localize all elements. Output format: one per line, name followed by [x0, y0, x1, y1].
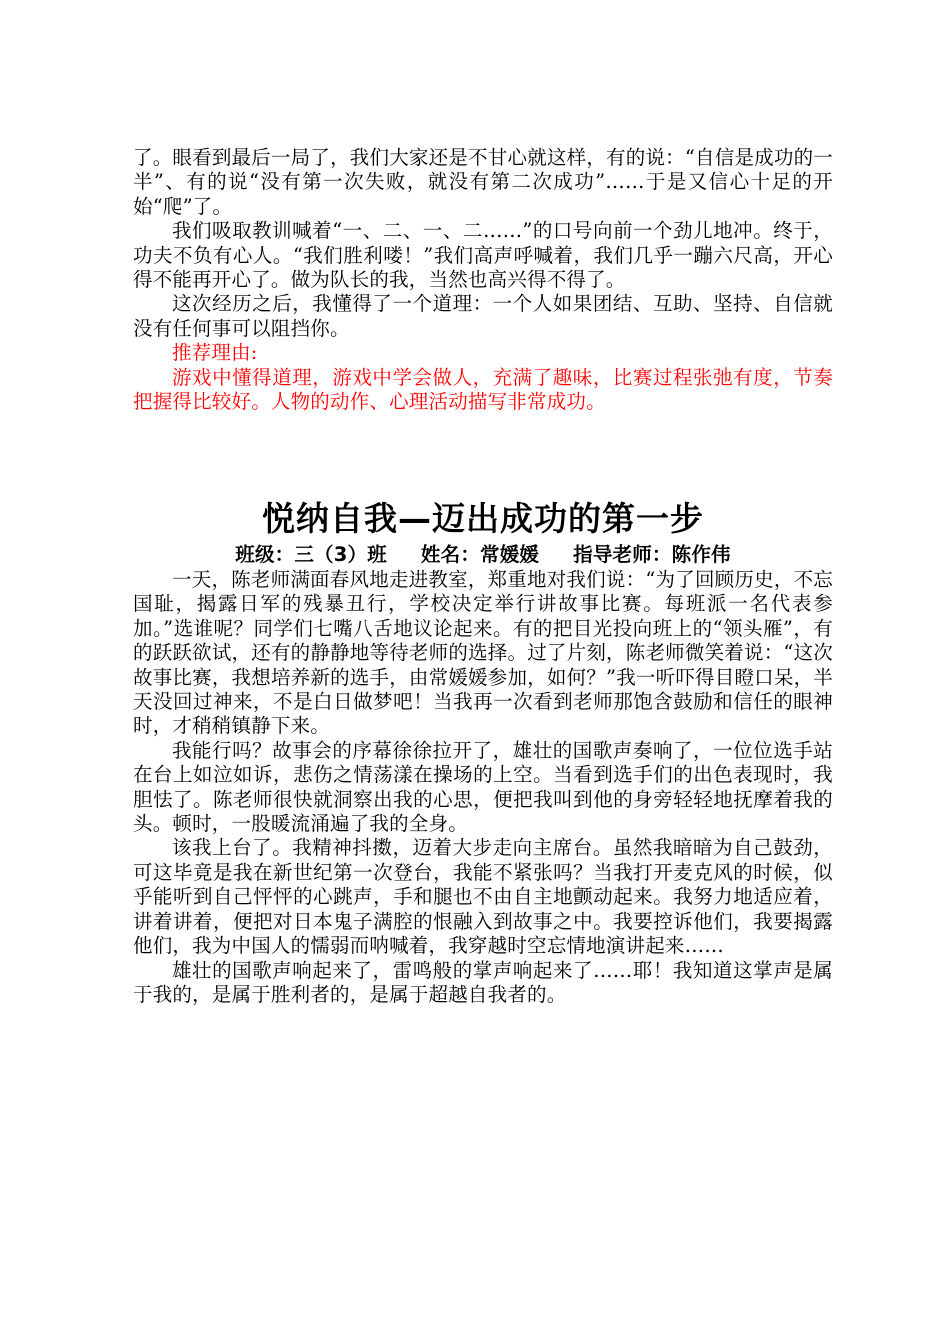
paragraph: 一天，陈老师满面春风地走进教室，郑重地对我们说：“为了回顾历史，不忘国耻，揭露日军的残暴丑行，学校决定举行讲故事比赛。每班派一名代表参加。”选谁呢？同学们七嘴八舌地议论起来。有的把目光投向班上的“领头雁”，有的跃跃欲试，还有的静静地等待老师的选择。过了片刻，陈老师微笑着说：“这次故事比赛，我想培养新的选手，由常媛媛参加，如何？”我一听吓得目瞪口呆，半天没回过神来，不是白日做梦吧！当我再一次看到老师那饱含鼓励和信任的眼神时，才稍稍镇静下来。: [133, 568, 833, 738]
paragraph: 雄壮的国歌声响起来了，雷鸣般的掌声响起来了……耶！我知道这掌声是属于我的，是属于胜利者的，是属于超越自我者的。: [133, 958, 833, 1006]
recommend-text: 游戏中懂得道理，游戏中学会做人，充满了趣味，比赛过程张弛有度，节奏把握得比较好。人物的动作、心理活动描写非常成功。: [133, 365, 833, 414]
article: [133, 496, 833, 1007]
paragraph: 了。眼看到最后一局了，我们大家还是不甘心就这样，有的说：“自信是成功的一半”、有的说“没有第一次失败，就没有第二次成功”……于是又信心十足的开始“爬”了。: [133, 146, 833, 218]
teacher-info: 指导老师：陈作伟: [573, 543, 731, 566]
paragraph: 该我上台了。我精神抖擞，迈着大步走向主席台。虽然我暗暗为自己鼓劲，可这毕竟是我在新世纪第一次登台，我能不紧张吗？当我打开麦克风的时候，似乎能听到自己怦怦的心跳声，手和腿也不由自主地颤动起来。我努力地适应着，讲着讲着，便把对日本鬼子满腔的恨融入到故事之中。我要控诉他们，我要揭露他们，我为中国人的懦弱而呐喊着，我穿越时空忘情地演讲起来……: [133, 836, 833, 958]
class-info: 班级：三（3）班: [235, 543, 387, 566]
previous-essay-ending: [133, 146, 833, 414]
paragraph: 这次经历之后，我懂得了一个道理：一个人如果团结、互助、坚持、自信就没有任何事可以阻挡你。: [133, 292, 833, 340]
article-title: 悦纳自我—迈出成功的第一步: [262, 499, 704, 538]
paragraph: 我们吸取教训喊着“一、二、一、二……”的口号向前一个劲儿地冲。终于，功夫不负有心人。“我们胜利喽！”我们高声呼喊着，我们几乎一蹦六尺高，开心得不能再开心了。做为队长的我，当然也高兴得不得了。: [133, 219, 833, 292]
byline: [133, 542, 833, 568]
recommend-label: 推荐理由:: [172, 341, 258, 365]
author-name: 姓名：常媛媛: [420, 543, 540, 566]
paragraph: 我能行吗？故事会的序幕徐徐拉开了，雄壮的国歌声奏响了，一位位选手站在台上如泣如诉，悲伤之情荡漾在操场的上空。当看到选手们的出色表现时，我胆怯了。陈老师很快就洞察出我的心思，便把我叫到他的身旁轻轻地抚摩着我的头。顿时，一股暖流涌遍了我的全身。: [133, 738, 833, 836]
